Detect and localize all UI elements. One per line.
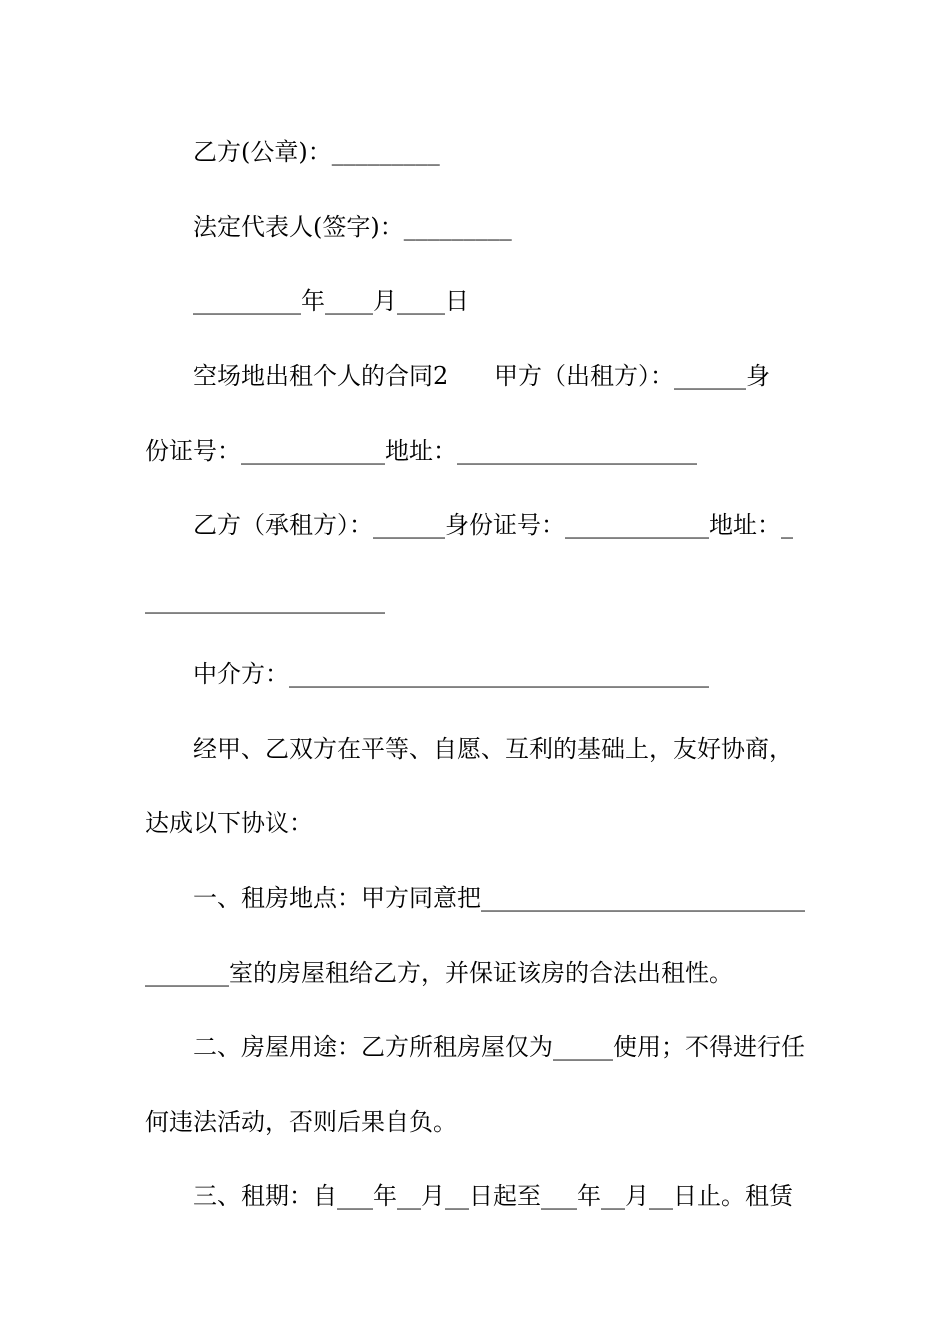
line-text: 中介方：___________________________________ (193, 660, 709, 688)
party-b-address-continuation (145, 583, 385, 617)
line-text: 经甲、乙双方在平等、自愿、互利的基础上，友好协商， (193, 735, 793, 763)
clause-2-usage (193, 1030, 805, 1064)
line-text: ____________________ (145, 586, 385, 614)
date-line (193, 284, 469, 318)
line-text: 乙方(公章)：_________ (193, 138, 440, 166)
legal-representative-signature-line (193, 210, 512, 244)
line-text: 乙方（承租方）：______身份证号：____________地址：_ (193, 511, 793, 539)
line-text: 二、房屋用途：乙方所租房屋仅为_____使用；不得进行任 (193, 1033, 805, 1061)
clause-3-term (193, 1179, 793, 1213)
intermediary-line (193, 657, 709, 691)
clause-2-continuation (145, 1105, 457, 1139)
line-text: 份证号：____________地址：____________________ (145, 437, 697, 465)
contract-title-party-a-line (193, 359, 770, 393)
line-text: 一、租房地点：甲方同意把___________________________ (193, 884, 805, 912)
line-text: 达成以下协议： (145, 809, 313, 837)
preamble-continuation (145, 806, 313, 840)
party-b-seal-line (193, 135, 440, 169)
line-text: 法定代表人(签字)：_________ (193, 213, 512, 241)
preamble-paragraph (193, 732, 793, 766)
line-text: 三、租期：自___年__月__日起至___年__月__日止。租赁 (193, 1182, 793, 1210)
clause-1-location (193, 881, 805, 915)
line-text: 空场地出租个人的合同2 甲方（出租方）：______身 (193, 362, 771, 390)
clause-1-continuation (145, 956, 733, 990)
party-a-id-address-line (145, 434, 697, 468)
line-text: 何违法活动，否则后果自负。 (145, 1108, 457, 1136)
line-text: _________年____月____日 (193, 287, 469, 315)
party-b-line (193, 508, 793, 542)
line-text: _______室的房屋租给乙方，并保证该房的合法出租性。 (145, 959, 733, 987)
